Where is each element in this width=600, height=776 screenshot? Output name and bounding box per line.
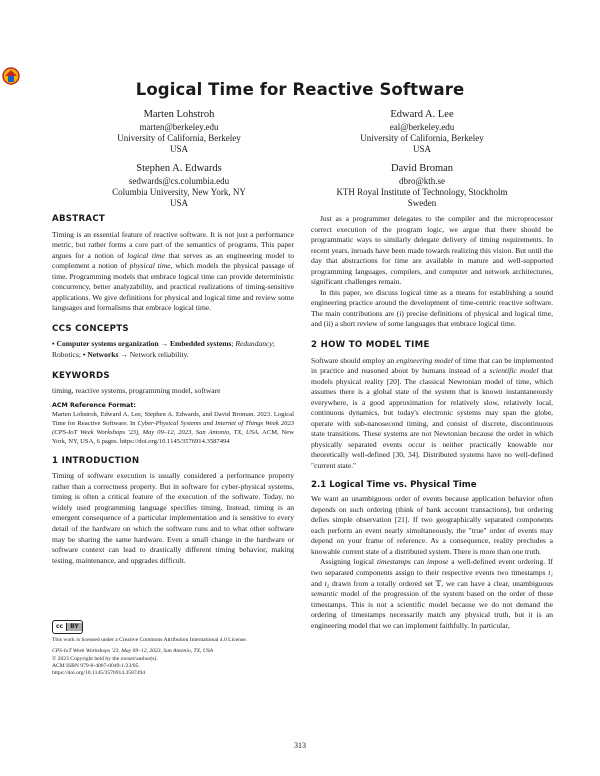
keywords-heading: KEYWORDS — [52, 370, 110, 381]
ccs-heading: CCS CONCEPTS — [52, 323, 129, 334]
author-block — [59, 108, 299, 154]
creative-commons-logo[interactable]: cc BY — [52, 620, 83, 634]
license-text: This work is licensed under a Creative Commons Attribution International 4.0 License. — [52, 637, 247, 643]
author-name: Edward A. Lee — [390, 109, 454, 120]
author-affiliation: Columbia University, New York, NY — [112, 186, 246, 197]
introduction-paragraph: In this paper, we discuss logical time as a means for establishing a sound engineering practice around the development of time-centric reactive software. The main contributions are (i) precise definitions of physical and logical time, and (ii) a short review of some languages that embrace logical time. — [311, 287, 553, 329]
author-country: Sweden — [407, 197, 437, 208]
author-email[interactable]: marten@berkeley.edu — [139, 122, 219, 132]
introduction-paragraph: Just as a programmer delegates to the compiler and the microprocessor correct execution of the program logic, we argue that there should be programmatic ways to similarly delegate delivery of timing requirements. In recent years, inroads have been made towards realizing this vision. But until the day that abstractions for time are available in mature and well-supported programming languages, compilers, and computer and network architectures, significant challenges remain. — [311, 214, 553, 287]
author-email[interactable]: sedwards@cs.columbia.edu — [128, 176, 230, 186]
author-name: Marten Lohstroh — [143, 109, 215, 120]
author-country: USA — [169, 143, 188, 154]
section-2-heading: 2 HOW TO MODEL TIME — [311, 340, 430, 351]
author-country: USA — [412, 143, 431, 154]
section-2-1-heading: 2.1 Logical Time vs. Physical Time — [311, 479, 477, 490]
page-number: 313 — [294, 741, 306, 750]
author-email[interactable]: eal@berkeley.edu — [389, 122, 455, 132]
left-column — [52, 214, 294, 566]
section-2-paragraph: Software should employ an engineering model of time that can be implemented in practice and reasoned about by humans instead of a scientific model that models physical reality [20]. The classical Newtonian model of time, which assumes there is a global state of the system that is known instantaneously everywhere, is a good approximation for relatively slow, relatively local, continuous dynamics, but today's electronic systems may span the globe, operate with sub-nanosecond timing, and consist of discrete, discontinuous state transitions. These systems are not Newtonian because the order in which physically separated events occur is neither practically knowable nor theoretically well-defined [30, 34]. Distributed systems have no well-defined "current state." — [311, 355, 553, 471]
doi-link[interactable]: https://doi.org/10.1145/3576914.3587494 — [52, 670, 146, 677]
author-block — [302, 162, 542, 208]
section-2-1-paragraph: We want an unambiguous order of events because application behavior often depends on such ordering (think of bank account transactions), but ordering defies simple observation [21]. If two geographically separated components each perform an event nearly simultaneously, the "true" order of events may depend on your frame of reference. As a consequence, reality precludes a knowable current state of a distributed system. There is more than one truth. — [311, 494, 553, 556]
abstract-heading: ABSTRACT — [52, 214, 106, 224]
author-name: Stephen A. Edwards — [136, 163, 222, 174]
conference-info: CPS-IoT Week Workshops '23, May 09–12, 2023, San Antonio, TX, USA — [52, 648, 214, 655]
ccs-text: • Computer systems organization → Embedded systems; Redundancy; Robotics; • Networks → Network reliability. — [52, 339, 275, 360]
keywords-text: timing, reactive systems, programming model, software — [52, 386, 221, 396]
author-block — [302, 108, 542, 154]
right-column — [311, 214, 553, 631]
acm-reference: ACM Reference Format: Marten Lohstroh, Edward A. Lee, Stephen A. Edwards, and David Broman. 2023. Logical Time for Reactive Software. In Cyber-Physical Systems and Internet of Things Week 2023 (CPS-IoT Week Workshops '23), May 09–12, 2023, San Antonio, TX, USA. ACM, New York, NY, USA, 6 pages. https://doi.org/10.1145/3576914.3587494 — [52, 401, 295, 446]
introduction-paragraph: Timing of software execution is usually considered a performance property rather than a correctness property. But in software for cyber-physical systems, timing is often a critical feature of the execution of the software. Today, no widely used programming language specifies timing. Instead, timing is an emergent consequence of a particular implementation and is sensitive to every detail of the hardware on which the software runs and to what other software may be sharing the same hardware. Even a small change in the hardware or software context can lead to drastically different timing behavior, making testing, maintenance, and upgrades difficult. — [52, 471, 294, 565]
author-affiliation: University of California, Berkeley — [360, 132, 484, 143]
introduction-heading: 1 INTRODUCTION — [52, 455, 140, 466]
author-block — [59, 162, 299, 208]
abstract-text: Timing is an essential feature of reactive software. It is not just a performance metric, but rather forms a core part of the semantics of programs. This paper argues for a notion of logical time that serves as an engineering model to complement a notion of physical time, which models the physical passage of time. Programming models that embrace logical time can provide deterministic concurrency, better analyzability, and practical realizations of timing-sensitive applications. We give definitions for physical and logical time and review some languages and formalisms that embrace logical time. — [52, 229, 295, 313]
copyright: © 2023 Copyright held by the owner/author(s). — [52, 655, 158, 662]
author-affiliation: University of California, Berkeley — [117, 132, 241, 143]
author-affiliation: KTH Royal Institute of Technology, Stockholm — [336, 186, 508, 197]
paper-title: Logical Time for Reactive Software — [135, 80, 465, 99]
author-name: David Broman — [390, 163, 454, 174]
section-2-1-paragraph: Assigning logical timestamps can impose a well-defined event ordering. If two separated components assign to their respective events two timestamps t₁ and t₂ drawn from a totally ordered set 𝕋, we can have a clear, unambiguous semantic model of the progression of the system based on the order of these timestamps. This is not a scientific model because we do not demand the ordering of timestamps necessarily match any physical truth, but it is an engineering model that we can implement faithfully. In particular, — [311, 557, 553, 630]
author-email[interactable]: dbro@kth.se — [398, 176, 446, 186]
license-footer — [52, 620, 294, 677]
author-country: USA — [169, 197, 188, 208]
isbn: ACM ISBN 979-8-4007-0049-1/23/05. — [52, 662, 140, 669]
